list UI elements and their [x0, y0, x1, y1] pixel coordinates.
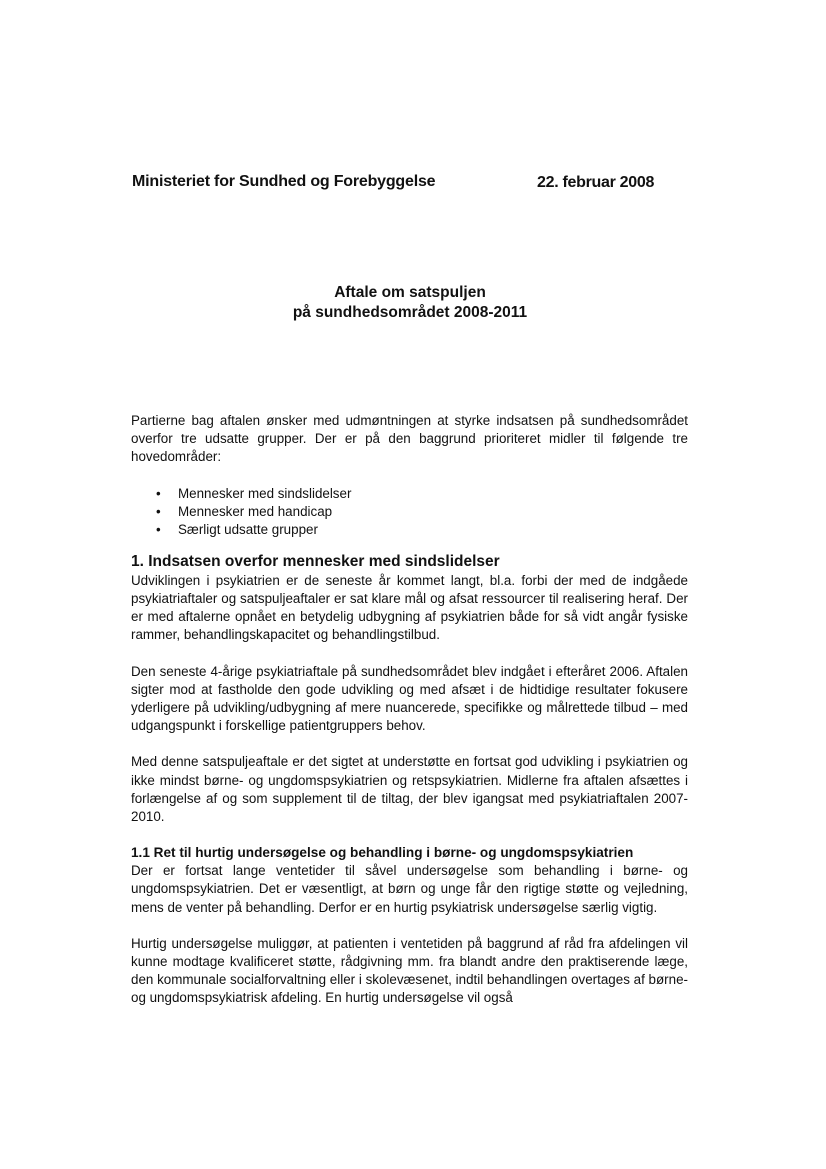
list-item: • Mennesker med handicap — [131, 503, 688, 521]
subsection-1-1-heading: 1.1 Ret til hurtig undersøgelse og behandling i børne- og ungdomspsykiatrien — [131, 845, 634, 861]
title-line-1: Aftale om satspuljen — [334, 284, 486, 301]
document-title — [200, 283, 620, 323]
section-1-paragraph: Den seneste 4-årige psykiatriaftale på sundhedsområdet blev indgået i efteråret 2006. Aftalen sigter mod at fastholde den gode udvikling og med afsæt i de hidtidige resultater fokusere yderligere på udvikling/udbygning af mere nuancerede, specifikke og målrettede tilbud – med udgangspunkt i forskellige patientgruppers behov. — [131, 663, 688, 734]
bullet-icon: • — [156, 504, 161, 520]
section-1-heading: 1. Indsatsen overfor mennesker med sindslidelser — [131, 552, 500, 570]
section-1-paragraph: Udviklingen i psykiatrien er de seneste år kommet langt, bl.a. forbi der med de indgåede psykiatriaftaler og satspuljeaftaler er sat klare mål og afsat ressourcer til realisering heraf. Der er med aftalerne opnået en betydelig udbygning af psykiatrien både for så vidt angår fysiske rammer, behandlingskapacitet og behandlingstilbud. — [131, 572, 688, 643]
list-item: • Mennesker med sindslidelser — [131, 485, 688, 503]
document-date: 22. februar 2008 — [537, 174, 655, 191]
section-1-paragraph: Med denne satspuljeaftale er det sigtet at understøtte en fortsat god udvikling i psykiatrien og ikke mindst børne- og ungdomspsykiatrien og retspsykiatrien. Midlerne fra aftalen afsættes i forlængelse af og som supplement til de tiltag, der blev igangsat med psykiatriaftalen 2007-2010. — [131, 754, 688, 825]
title-line-2: på sundhedsområdet 2008-2011 — [292, 304, 528, 321]
intro-paragraph: Partierne bag aftalen ønsker med udmøntningen at styrke indsatsen på sundhedsområdet overfor tre udsatte grupper. Der er på den baggrund prioriteret midler til følgende tre hovedområder: — [131, 413, 688, 465]
priority-list — [131, 485, 688, 540]
subsection-1-1-paragraph: Der er fortsat lange ventetider til såvel undersøgelse som behandling i børne- og ungdomspsykiatrien. Det er væsentligt, at børn og unge får den rigtige støtte og vejledning, mens de venter på behandling. Derfor er en hurtig psykiatrisk undersøgelse særlig vigtig. — [131, 863, 688, 915]
document-body — [131, 412, 688, 1008]
ministry-name: Ministeriet for Sundhed og Forebyggelse — [132, 173, 436, 190]
bullet-icon: • — [156, 485, 161, 501]
subsection-1-1-paragraph: Hurtig undersøgelse muliggør, at patienten i ventetiden på baggrund af råd fra afdelingen vil kunne modtage kvalificeret støtte, rådgivning mm. fra blandt andre den praktiserende læge, den kommunale socialforvaltning eller i skolevæsenet, indtil behandlingen overtages af børne- og ungdomspsykiatrisk afdeling. En hurtig undersøgelse vil også — [131, 935, 688, 1006]
list-item: • Særligt udsatte grupper — [131, 521, 688, 539]
bullet-icon: • — [156, 522, 161, 538]
